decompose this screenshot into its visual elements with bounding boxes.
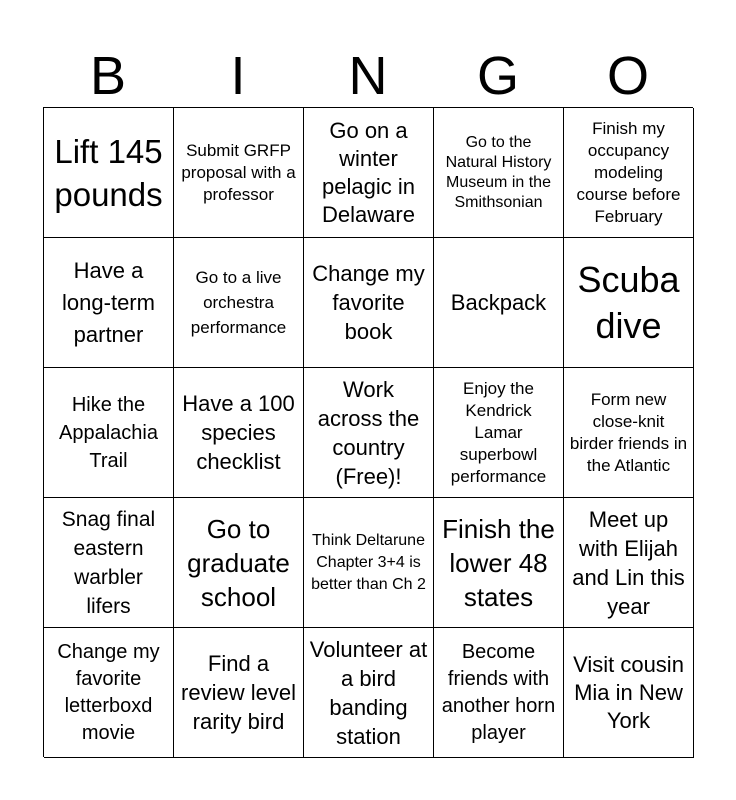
cell-text: Change my favorite book bbox=[312, 261, 425, 344]
bingo-cell[interactable] bbox=[174, 498, 304, 628]
bingo-cell[interactable] bbox=[44, 498, 174, 628]
cell-text: Lift 145 pounds bbox=[54, 132, 163, 213]
cell-text: Hike the Appalachia Trail bbox=[59, 393, 158, 472]
header-letter-n: N bbox=[348, 46, 388, 106]
header-letter-i: I bbox=[230, 46, 246, 106]
header-letter-g: G bbox=[476, 46, 519, 106]
cell-text: Snag final eastern warbler lifers bbox=[61, 507, 156, 618]
cell-text: Have a long-term partner bbox=[62, 257, 155, 347]
cell-text: Backpack bbox=[450, 289, 547, 315]
bingo-cell[interactable] bbox=[44, 368, 174, 498]
cell-text: Meet up with Elijah and Lin this year bbox=[572, 506, 685, 619]
header-letter-b: B bbox=[89, 46, 127, 106]
bingo-cell[interactable] bbox=[174, 238, 304, 368]
bingo-cell[interactable] bbox=[304, 108, 434, 238]
cell-text: Go to a live orchestra performance bbox=[190, 268, 287, 337]
bingo-cell[interactable] bbox=[44, 108, 174, 238]
bingo-cell[interactable] bbox=[564, 368, 694, 498]
cell-text: Scuba dive bbox=[577, 258, 680, 346]
cell-text: Think Deltarune Chapter 3+4 is better than Ch 2 bbox=[311, 531, 426, 593]
bingo-cell[interactable] bbox=[304, 498, 434, 628]
cell-text: Work across the country (Free)! bbox=[317, 376, 420, 489]
cell-text: Enjoy the Kendrick Lamar superbowl performance bbox=[450, 378, 547, 486]
bingo-cell[interactable] bbox=[174, 108, 304, 238]
bingo-cell[interactable] bbox=[44, 238, 174, 368]
bingo-cell[interactable] bbox=[434, 368, 564, 498]
bingo-cell[interactable] bbox=[564, 628, 694, 758]
cell-text: Visit cousin Mia in New York bbox=[573, 651, 684, 733]
cell-text: Go to graduate school bbox=[187, 513, 290, 612]
bingo-cell[interactable] bbox=[434, 628, 564, 758]
cell-text: Finish the lower 48 states bbox=[442, 513, 555, 612]
bingo-board bbox=[43, 107, 693, 757]
bingo-cell[interactable] bbox=[434, 108, 564, 238]
bingo-cell[interactable] bbox=[564, 108, 694, 238]
cell-text: Form new close-knit birder friends in the Atlantic bbox=[569, 389, 688, 475]
bingo-cell[interactable] bbox=[434, 238, 564, 368]
bingo-cell[interactable] bbox=[434, 498, 564, 628]
bingo-cell[interactable] bbox=[304, 368, 434, 498]
cell-text: Go on a winter pelagic in Delaware bbox=[322, 117, 415, 227]
bingo-cell[interactable] bbox=[304, 238, 434, 368]
bingo-cell[interactable] bbox=[174, 368, 304, 498]
cell-text: Have a 100 species checklist bbox=[182, 391, 295, 474]
cell-text: Submit GRFP proposal with a professor bbox=[181, 140, 296, 204]
bingo-cell[interactable] bbox=[304, 628, 434, 758]
cell-text: Go to the Natural History Museum in the Smithsonian bbox=[445, 133, 552, 211]
cell-text: Become friends with another horn player bbox=[441, 640, 556, 744]
header-letter-o: O bbox=[606, 46, 649, 106]
cell-text: Finish my occupancy modeling course before February bbox=[576, 118, 681, 226]
cell-text: Change my favorite letterboxd movie bbox=[57, 640, 160, 744]
bingo-cell[interactable] bbox=[174, 628, 304, 758]
cell-text: Volunteer at a bird banding station bbox=[309, 636, 428, 749]
cell-text: Find a review level rarity bird bbox=[181, 651, 296, 734]
bingo-cell[interactable] bbox=[564, 238, 694, 368]
bingo-cell[interactable] bbox=[564, 498, 694, 628]
bingo-header bbox=[43, 44, 693, 108]
bingo-cell[interactable] bbox=[44, 628, 174, 758]
